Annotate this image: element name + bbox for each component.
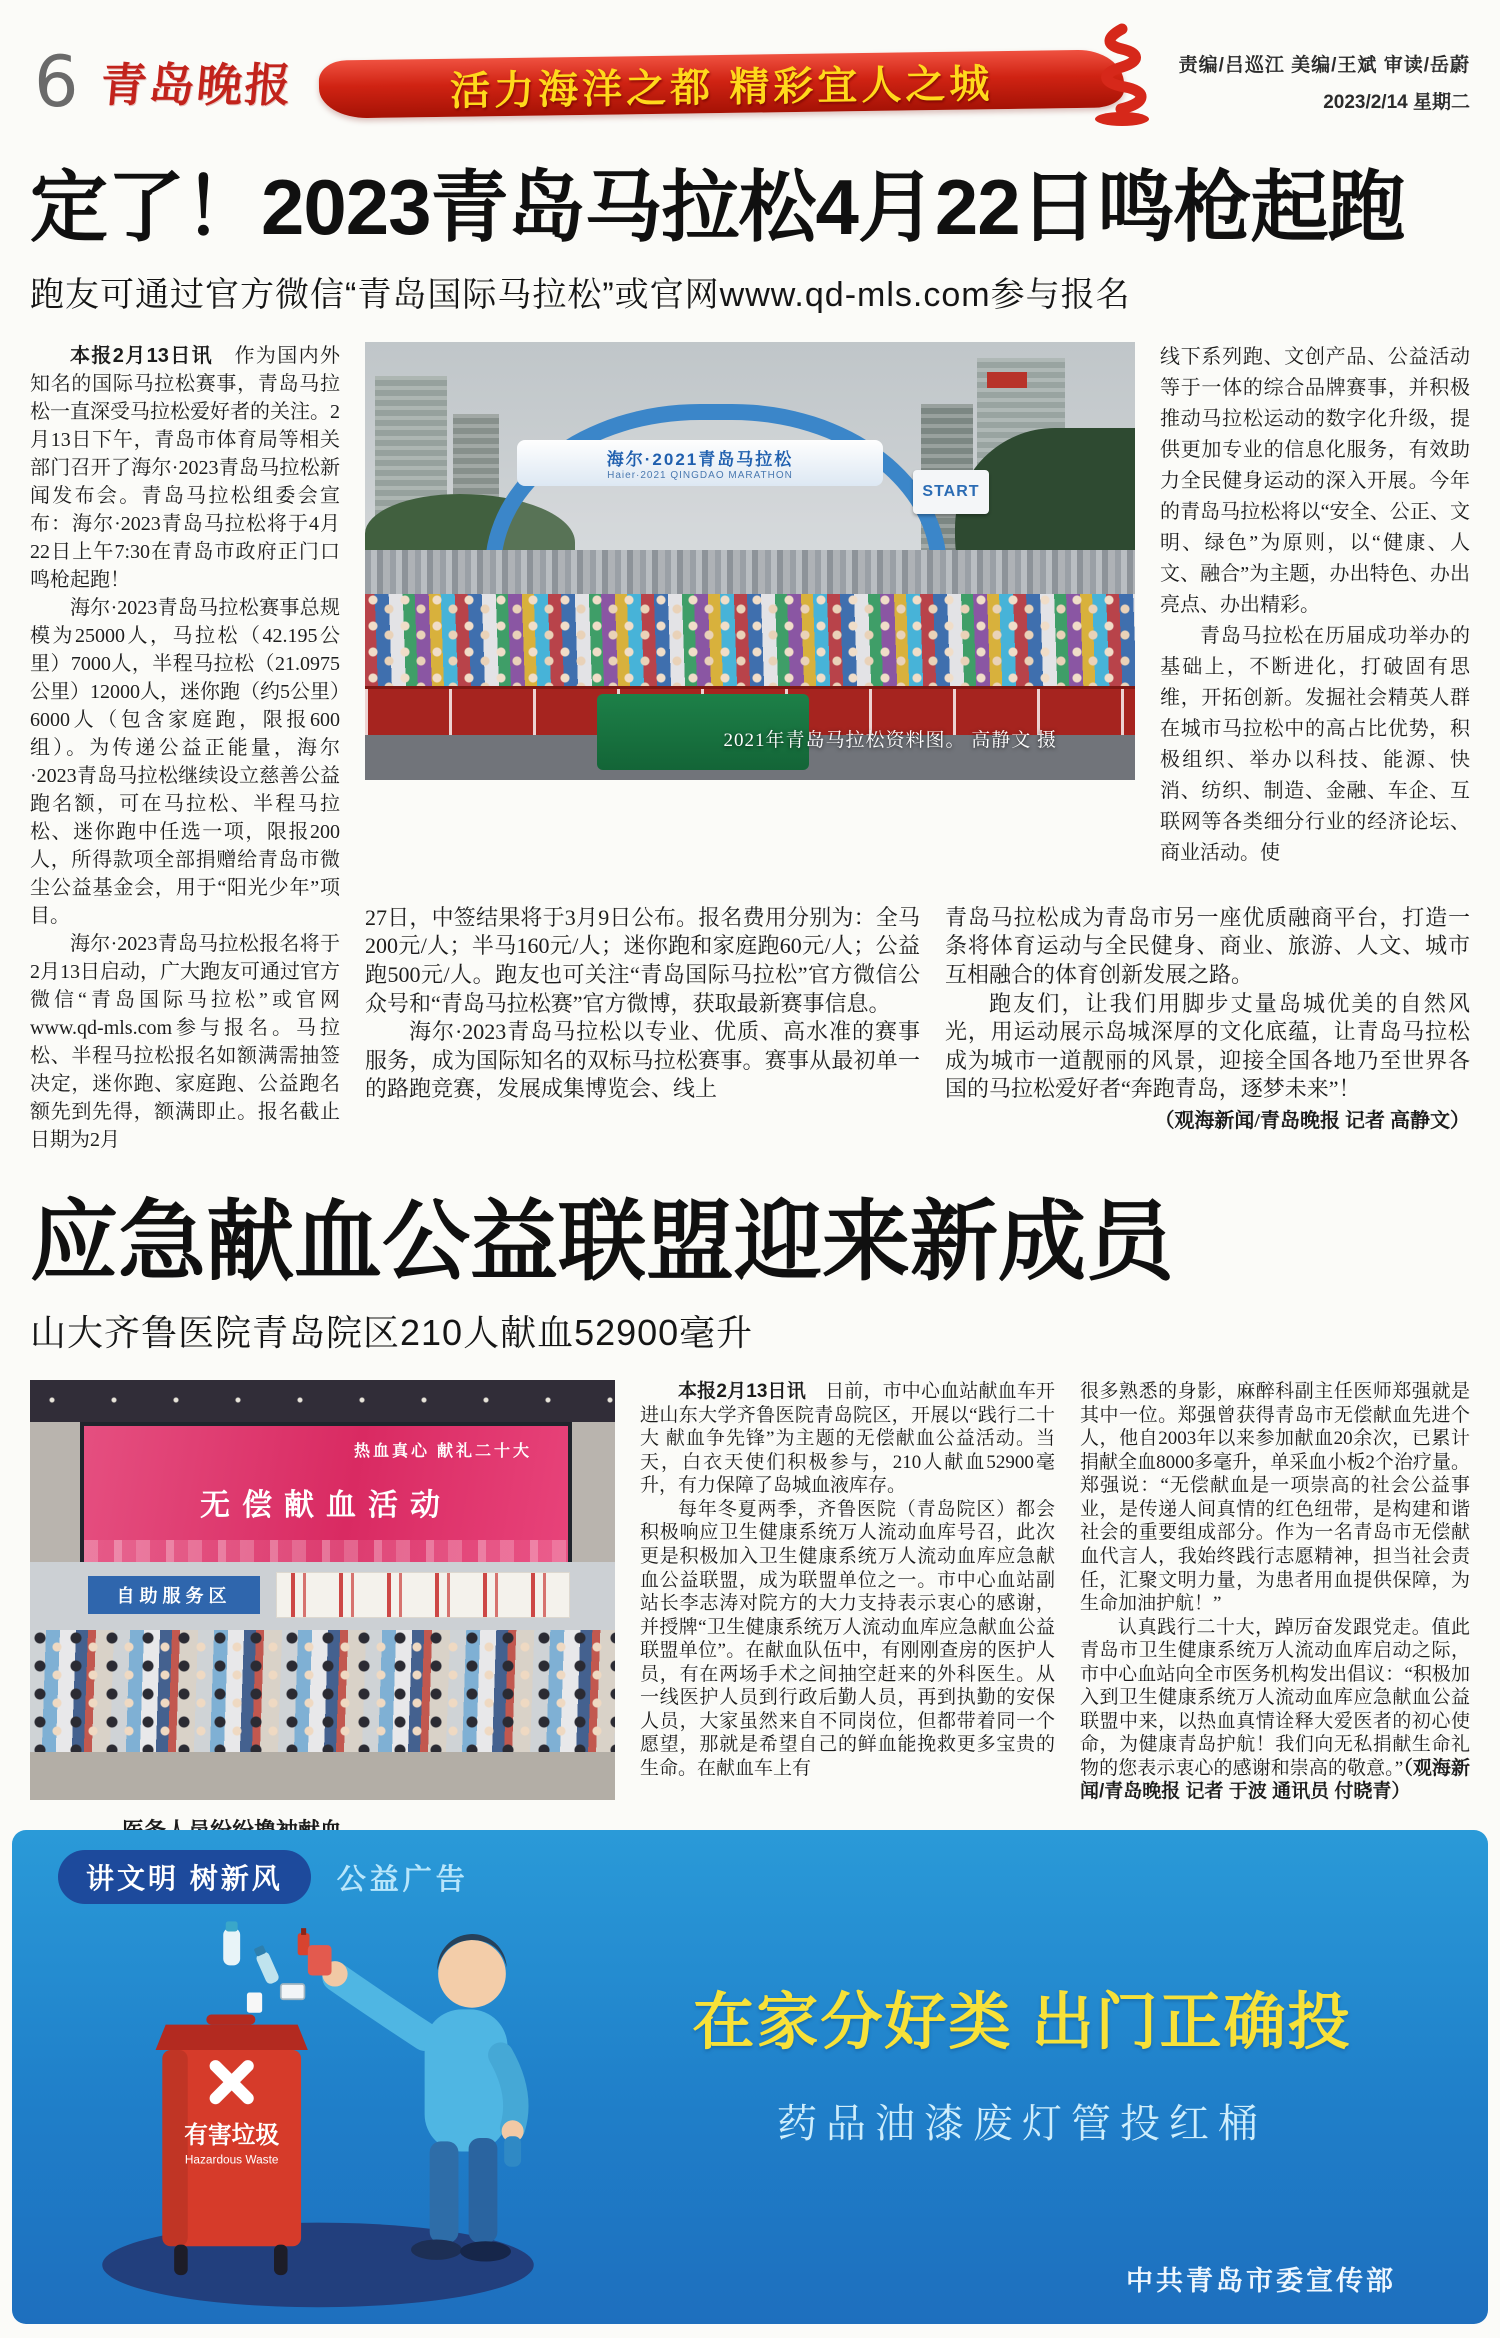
editors-line: 责编/吕巡江 美编/王斌 审读/岳蔚 [1178,55,1470,76]
psa-label: 公益广告 [336,1863,469,1896]
article2-body [30,1380,1470,1845]
newspaper-page [0,34,1500,1845]
calligraphy-banner [276,1572,570,1618]
led-screen [80,1422,572,1570]
banner-ribbon [319,47,1084,117]
paragraph-text: 认真践行二十大，踔厉奋发跟党走。值此青岛市卫生健康系统万人流动血库启动之际，市中心血站向全市医务机构发出倡议：“积极加入到卫生健康系统万人流动血库应急献血公益联盟中来，以热血真情诠释大爱医者的初心使命，为健康青岛护航！我们向无私捐献生命礼物的您表示衷心的感谢和崇高的敬意。” [1080,1616,1470,1779]
article1-bottom-right-column [945,904,1470,1155]
article1-left-column [30,342,340,1154]
person-figure [308,1934,524,2261]
edition-info [1170,50,1470,114]
waste-sorting-illustration [48,1874,588,2314]
hazardous-waste-bin [156,2014,308,2275]
public-service-ad [12,1830,1488,2324]
paragraph: 线下系列跑、文创产品、公益活动等于一体的综合品牌赛事，并积极推动马拉松运动的数字化升级，提供更加专业的信息化服务，有效助力全民健身运动的深入开展。今年的青岛马拉松将以“安全、公正、文明、绿色”为原则，以“健康、人文、融合”为主题，办出特色、办出亮点、办出精彩。 [1160,346,1470,617]
dateline: 本报2月13日讯 [678,1381,806,1403]
falling-items [223,1921,309,2012]
photo-floor [30,1752,615,1800]
article2-right-column [1080,1380,1470,1845]
paragraph: 每年冬夏两季，齐鲁医院（青岛院区）都会积极响应卫生健康系统万人流动血库号召，此次更是积极加入卫生健康系统万人流动血库应急献血公益联盟，成为联盟单位之一。市中心血站副站长李志涛对院方的大力支持表示衷心的感谢，并授牌“卫生健康系统万人流动血库应急献血公益联盟单位”。在献血队伍中，有刚刚查房的医护人员，有在两场手术之间抽空赶来的外科医生。从一线医护人员到行政后勤人员，再到执勤的安保人员，大家虽然来自不同岗位，但都带着同一个愿望，那就是希望自己的鲜血能挽救更多宝贵的生命。在献血车上有 [640,1498,1055,1779]
bin-label-en: Hazardous Waste [184,2152,279,2167]
bin-label-cn: 有害垃圾 [184,2123,280,2150]
article1-byline: （观海新闻/青岛晚报 记者 高静文） [1154,1109,1470,1132]
article-blood-donation [30,1194,1470,1845]
wind-sculpture-icon [1074,21,1170,129]
article2-byline: （观海新闻/青岛晚报 记者 于波 通讯员 付晓青） [1080,1757,1470,1803]
photo-ceiling [30,1380,615,1422]
crowd-far [365,550,1135,600]
ad-subline: 药品油漆废灯管投红桶 [777,2102,1267,2146]
runners-crowd [365,594,1135,690]
marathon-photo [365,342,1135,780]
paragraph: 海尔·2023青岛马拉松报名将于2月13日启动，广大跑友可通过官方微信“青岛国际马拉松”或官网www.qd-mls.com参与报名。马拉松、半程马拉松报名如额满需抽签决定，迷你跑、家庭跑、公益跑名额先到先得，额满即止。报名截止日期为2月 [30,933,340,1152]
article2-subheadline: 山大齐鲁医院青岛院区210人献血52900毫升 [30,1312,754,1354]
led-screen-line1: 热血真心 献礼二十大 [353,1443,532,1461]
article2-middle-column [640,1380,1055,1845]
article2-headline: 应急献血公益联盟迎来新成员 [30,1192,1175,1292]
article2-photo-block [30,1380,615,1845]
article-marathon [30,164,1470,1154]
article1-headline: 定了！2023青岛马拉松4月22日鸣枪起跑 [30,163,1405,251]
paragraph: 作为国内外知名的国际马拉松赛事，青岛马拉松一直深受马拉松爱好者的关注。2月13日下午，青岛市体育局等相关部门召开了海尔·2023青岛马拉松新闻发布会。青岛马拉松组委会宣布：海尔·2023青岛马拉松将于4月22日上午7:30在青岛市政府正门口鸣枪起跑！ [30,345,341,592]
ad-credit: 中共青岛市委宣传部 [1126,2266,1396,2296]
paragraph: 青岛马拉松成为青岛市另一座优质融商平台，打造一条将体育运动与全民健身、商业、旅游、人文、城市互相融合的体育创新发展之路。 [945,904,1470,987]
paragraph: 日前，市中心血站献血车开进山东大学齐鲁医院青岛院区，开展以“践行二十大 献血争先锋”为主题的无偿献血公益活动。当天，白衣天使们积极参与，210人献血52900毫升，有力保障了岛城血液库存。 [640,1381,1055,1497]
arch-banner-subtext: Haier·2021 QINGDAO MARATHON [607,470,793,482]
start-sign: START [913,470,989,514]
paragraph: 海尔·2023青岛马拉松赛事总规模为25000人，马拉松（42.195公里）7000人，半程马拉松（21.0975公里）12000人，迷你跑（约5公里）6000人（包含家庭跑，限报600组）。为传递公益正能量，海尔·2023青岛马拉松继续设立慈善公益跑名额，可在马拉松、半程马拉松、迷你跑中任选一项，限报200人，所得款项全部捐赠给青岛市微尘公益基金会，用于“阳光少年”项目。 [30,597,340,928]
photo-caption: 2021年青岛马拉松资料图。 高静文 摄 [723,730,1057,752]
paragraph: 青岛马拉松在历届成功举办的基础上，不断进化，打破固有思维，开拓创新。发掘社会精英人群在城市马拉松中的高占比优势，积极组织、举办以科技、能源、快消、纺织、制造、金融、车企、互联网等各类细分行业的经济论坛、商业活动。使 [1160,625,1470,865]
paragraph: 27日，中签结果将于3月9日公布。报名费用分别为：全马200元/人；半马160元/人；迷你跑和家庭跑60元/人；公益跑500元/人。跑友也可关注“青岛国际马拉松”官方微信公众号和“青岛马拉松赛”官方微博，获取最新赛事信息。 [365,904,920,1016]
paragraph: 跑友们，让我们用脚步丈量岛城优美的自然风光，用运动展示岛城深厚的文化底蕴，让青岛马拉松成为城市一道靓丽的风景，迎接全国各地乃至世界各国的马拉松爱好者“奔跑青岛，逐梦未来”！ [945,990,1470,1102]
article1-right-column [1160,342,1470,889]
building-sign [987,372,1027,388]
arch-banner [517,440,883,486]
article1-subheadline: 跑友可通过官方微信“青岛国际马拉松”或官网www.qd-mls.com参与报名 [30,276,1131,315]
article1-body [30,342,1470,1154]
article1-middle-column [365,904,920,1155]
blood-donation-photo [30,1380,615,1800]
dateline: 本报2月13日讯 [70,345,214,368]
civility-badge: 讲文明 树新风 [58,1850,311,1904]
donors-crowd [30,1630,615,1752]
paragraph: 很多熟悉的身影，麻醉科副主任医师郑强就是其中一位。郑强曾获得青岛市无偿献血先进个人，他自2003年以来参加献血20余次，已累计捐献全血8000多毫升，单采血小板2个治疗量。郑强说：“无偿献血是一项崇高的社会公益事业，是传递人间真情的红色纽带，是构建和谐社会的重要组成部分。作为一名青岛市无偿献血代言人，我始终践行志愿精神，担当社会责任，汇聚文明力量，为患者用血提供保障，为生命加油护航！” [1080,1381,1470,1615]
page-number: 6 [34,41,79,123]
arch-banner-text: 海尔·2021青岛马拉松 [606,450,794,470]
banner-ribbon-bar [318,49,1124,118]
ad-headline: 在家分好类 出门正确投 [692,1988,1352,2057]
page-header [30,34,1470,130]
paragraph [1080,1616,1470,1804]
date-line: 2023/2/14 星期二 [1323,92,1470,113]
masthead-logo: 青岛晚报 [98,60,295,111]
banner-slogan: 活力海洋之都 精彩宜人之城 [449,61,994,114]
led-screen-line2: 无偿献血活动 [200,1489,452,1523]
paragraph: 海尔·2023青岛马拉松以专业、优质、高水准的赛事服务，成为国际知名的双标马拉松赛事。赛事从最初单一的路跑竞赛，发展成集博览会、线上 [365,1019,920,1102]
service-area-sign: 自助服务区 [88,1576,260,1614]
